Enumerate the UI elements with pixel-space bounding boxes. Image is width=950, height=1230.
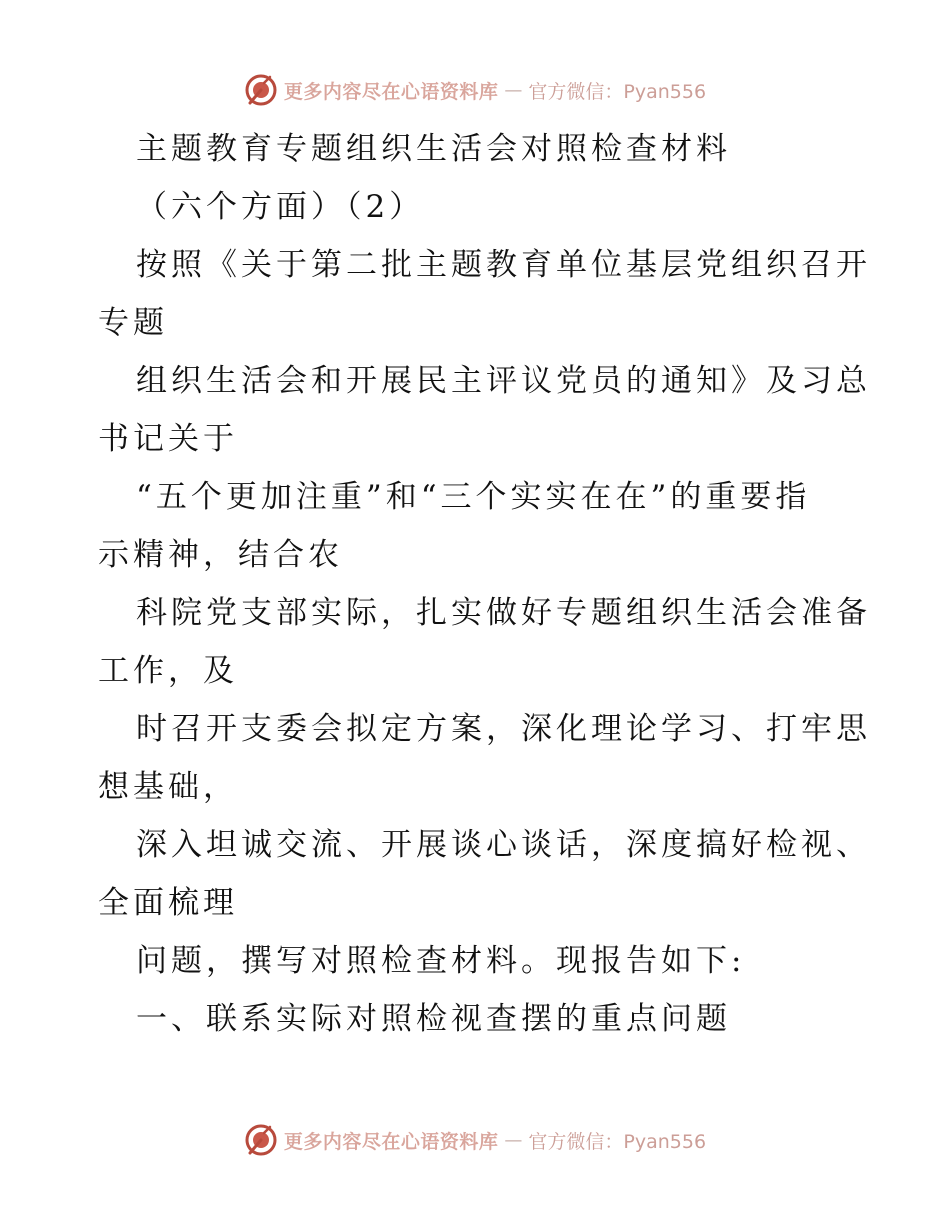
watermark-contact: 官方微信：Pyan556 [528,1130,707,1153]
paragraph-line: 全面梳理 [98,885,238,921]
paragraph-line: 书记关于 [98,421,238,457]
watermark-separator: — [504,79,523,101]
watermark-separator: — [504,1129,523,1151]
watermark-header [0,70,950,110]
document-subtitle: （六个方面）（2） [136,189,425,225]
paragraph-line: 时召开支委会拟定方案，深化理论学习、打牢思 [136,711,871,747]
section-heading: 一、联系实际对照检视查摆的重点问题 [136,1001,731,1037]
pen-logo-icon [244,1123,278,1157]
watermark-footer [0,1120,950,1160]
paragraph-line: 想基础， [98,769,238,805]
document-title: 主题教育专题组织生活会对照检查材料 [136,131,731,167]
pen-logo-icon [244,73,278,107]
watermark-text: 更多内容尽在心语资料库 [283,80,499,103]
paragraph-line: 科院党支部实际，扎实做好专题组织生活会准备 [136,595,871,631]
watermark-text: 更多内容尽在心语资料库 [283,1130,499,1153]
paragraph-line: 组织生活会和开展民主评议党员的通知》及习总 [136,363,871,399]
paragraph-line: 按照《关于第二批主题教育单位基层党组织召开 [136,247,871,283]
paragraph-line: 示精神，结合农 [98,537,343,573]
document-body [98,120,871,1048]
paragraph-line: “五个更加注重”和“三个实实在在”的重要指 [136,479,811,515]
watermark-contact: 官方微信：Pyan556 [528,80,707,103]
paragraph-line: 问题，撰写对照检查材料。现报告如下: [136,943,746,979]
paragraph-line: 深入坦诚交流、开展谈心谈话，深度搞好检视、 [136,827,871,863]
paragraph-line: 工作，及 [98,653,238,689]
paragraph-line: 专题 [98,305,168,341]
